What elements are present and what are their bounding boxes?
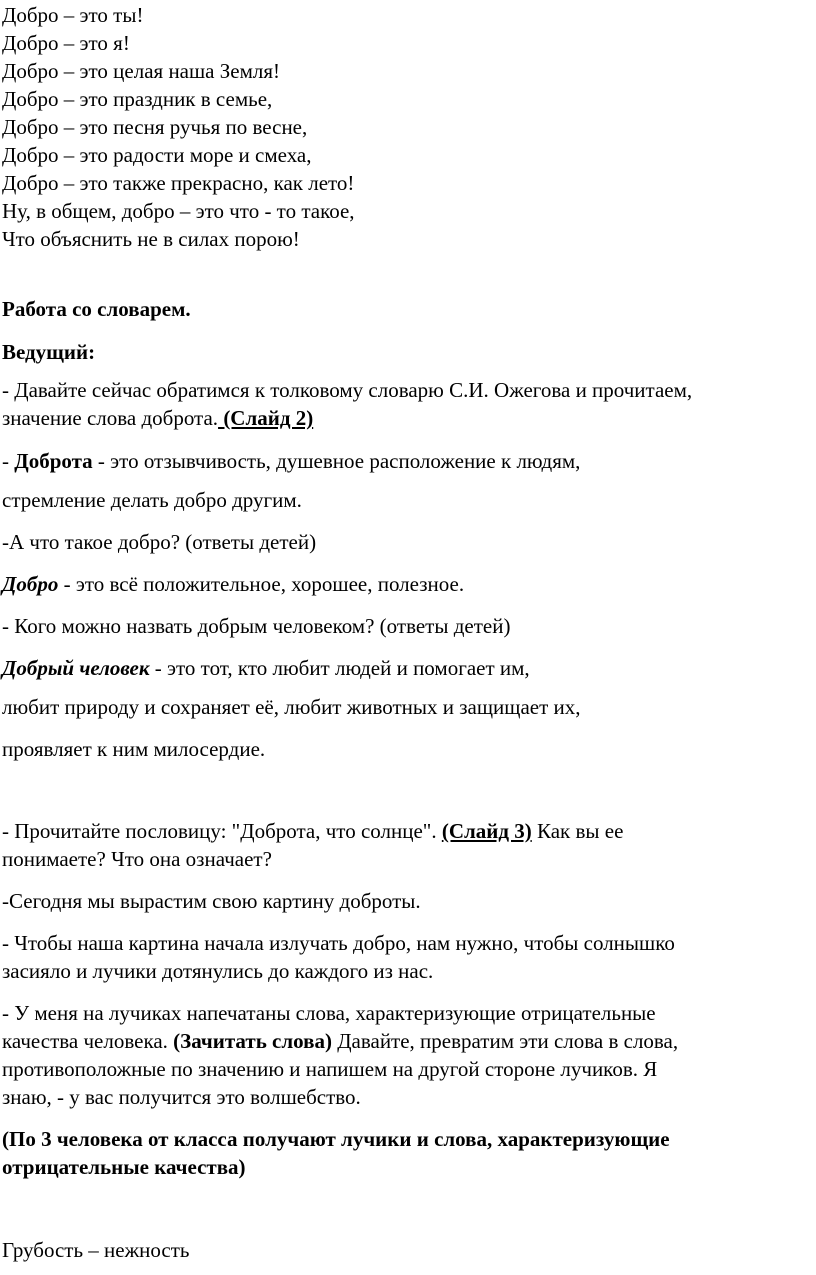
poem-line-4: Добро – это праздник в семье, [2,87,273,111]
proverb-text: - Прочитайте пословицу: "Доброта, что солнце". [2,819,442,843]
rays-line-1: - У меня на лучиках напечатаны слова, характеризующие отрицательные [2,1001,656,1025]
poem-line-8: Ну, в общем, добро – это что - то такое, [2,199,355,223]
slide-3-reference: (Слайд 3) [441,819,532,843]
proverb-line-1 [2,818,623,845]
proverb-question: Как вы ее [531,819,624,843]
person-term: Добрый человек [2,656,150,680]
rays-transform: Давайте, превратим эти слова в слова, [331,1029,679,1053]
instruction-line-2: отрицательные качества) [2,1155,246,1179]
instruction-line-1: (По 3 человека от класса получают лучики и слова, характеризующие [2,1127,670,1151]
picture-line-2: засияло и лучики дотянулись до каждого из нас. [2,959,434,983]
poem-line-9: Что объяснить не в силах порою! [2,227,300,251]
good-definition: - это всё положительное, хорошее, полезное. [58,572,465,596]
definition-person-line-2: любит природу и сохраняет её, любит животных и защищает их, [2,695,581,719]
kindness-line-2: стремление делать добро другим. [2,488,302,512]
rays-text: качества человека. [2,1029,174,1053]
poem-line-7: Добро – это также прекрасно, как лето! [2,171,355,195]
question-person: - Кого можно назвать добрым человеком? (ответы детей) [2,614,511,638]
proverb-line-2: понимаете? Что она означает? [2,847,272,871]
kindness-line-1 [2,448,580,475]
poem-line-3: Добро – это целая наша Земля! [2,59,281,83]
dictionary-text: значение слова доброта. [2,406,219,430]
definition-person-line-1 [2,655,530,682]
poem-line-2: Добро – это я! [2,31,130,55]
kindness-term: Доброта [14,449,93,473]
kindness-dash: - [2,449,15,473]
today-line: -Сегодня мы вырастим свою картину доброты. [2,889,421,913]
rays-line-4: знаю, - у вас получится это волшебство. [2,1085,361,1109]
definition-good [2,571,464,598]
dictionary-line-1: - Давайте сейчас обратимся к толковому словарю С.И. Ожегова и прочитаем, [2,378,693,402]
kindness-definition: - это отзывчивость, душевное расположение к людям, [92,449,581,473]
picture-line-1: - Чтобы наша картина начала излучать добро, нам нужно, чтобы солнышко [2,931,675,955]
read-words-instruction: (Зачитать слова) [173,1029,332,1053]
host-label: Ведущий: [2,340,96,364]
rays-line-3: противоположные по значению и напишем на другой стороне лучиков. Я [2,1057,658,1081]
poem-line-1: Добро – это ты! [2,3,144,27]
slide-2-reference: (Слайд 2) [218,406,314,430]
definition-person-line-3: проявляет к ним милосердие. [2,737,266,761]
dictionary-line-2 [2,405,313,432]
section-title: Работа со словарем. [2,297,191,321]
good-term: Добро [2,572,59,596]
person-definition: - это тот, кто любит людей и помогает им, [149,656,530,680]
poem-line-6: Добро – это радости море и смеха, [2,143,312,167]
word-pair: Грубость – нежность [2,1238,190,1262]
rays-line-2 [2,1028,678,1055]
question-good: -А что такое добро? (ответы детей) [2,530,317,554]
poem-line-5: Добро – это песня ручья по весне, [2,115,308,139]
